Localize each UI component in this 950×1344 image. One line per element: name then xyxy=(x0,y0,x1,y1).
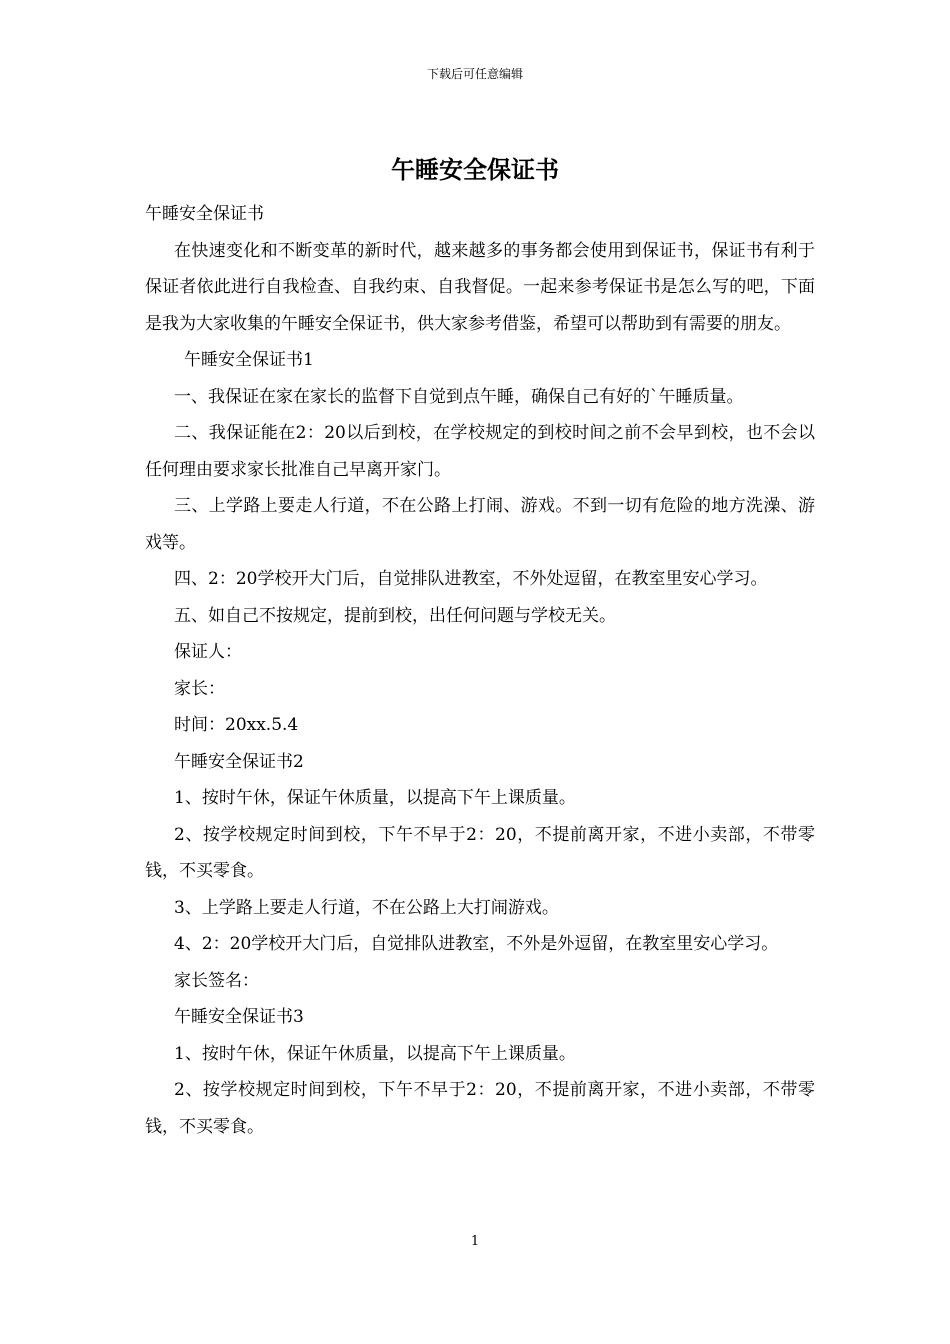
parent-signature-line: 家长签名： xyxy=(174,970,259,991)
paragraph-item: 一、我保证在家在家长的监督下自觉到点午睡，确保自己有好的`午睡质量。 xyxy=(174,386,744,407)
parent-line: 家长： xyxy=(174,678,225,699)
date-line: 时间：20xx.5.4 xyxy=(174,715,299,735)
paragraph-item: 五、如自己不按规定，提前到校，出任何问题与学校无关。 xyxy=(174,605,616,626)
paragraph-item: 二、我保证能在2：20以后到校，在学校规定的到校时间之前不会早到校，也不会以任何理由要求家长批准自己早离开家门。 xyxy=(145,423,815,480)
subtitle-paragraph: 午睡安全保证书 xyxy=(145,204,264,224)
section-heading-2: 午睡安全保证书2 xyxy=(174,751,304,772)
page-header-note: 下载后可任意编辑 xyxy=(426,67,523,81)
document-title: 午睡安全保证书 xyxy=(391,155,559,184)
intro-paragraph: 在快速变化和不断变革的新时代，越来越多的事务都会使用到保证书，保证书有利于保证者依此进行自我检查、自我约束、自我督促。一起来参考保证书是怎么写的吧，下面是我为大家收集的午睡安全保证书，供大家参考借鉴，希望可以帮助到有需要的朋友。 xyxy=(145,240,815,334)
guarantor-line: 保证人： xyxy=(174,642,242,662)
paragraph-item: 4、2：20学校开大门后，自觉排队进教室，不外是外逗留，在教室里安心学习。 xyxy=(174,934,779,954)
paragraph-item: 1、按时午休，保证午休质量，以提高下午上课质量。 xyxy=(174,788,576,808)
paragraph-item: 3、上学路上要走人行道，不在公路上大打闹游戏。 xyxy=(174,897,559,918)
document-body xyxy=(145,196,815,1145)
paragraph-item: 2、按学校规定时间到校，下午不早于2：20，不提前离开家，不进小卖部，不带零钱，不买零食。 xyxy=(145,1080,815,1137)
section-heading-1: 午睡安全保证书1 xyxy=(184,350,314,370)
paragraph-item: 三、上学路上要走人行道，不在公路上打闹、游戏。不到一切有危险的地方洗澡、游戏等。 xyxy=(145,496,815,553)
paragraph-item: 2、按学校规定时间到校，下午不早于2：20，不提前离开家，不进小卖部，不带零钱，不买零食。 xyxy=(145,824,815,881)
paragraph-item: 四、2：20学校开大门后，自觉排队进教室，不外处逗留，在教室里安心学习。 xyxy=(174,569,768,589)
paragraph-item: 1、按时午休，保证午休质量，以提高下午上课质量。 xyxy=(174,1043,576,1064)
page-number: 1 xyxy=(470,1234,480,1249)
section-heading-3: 午睡安全保证书3 xyxy=(174,1007,304,1027)
